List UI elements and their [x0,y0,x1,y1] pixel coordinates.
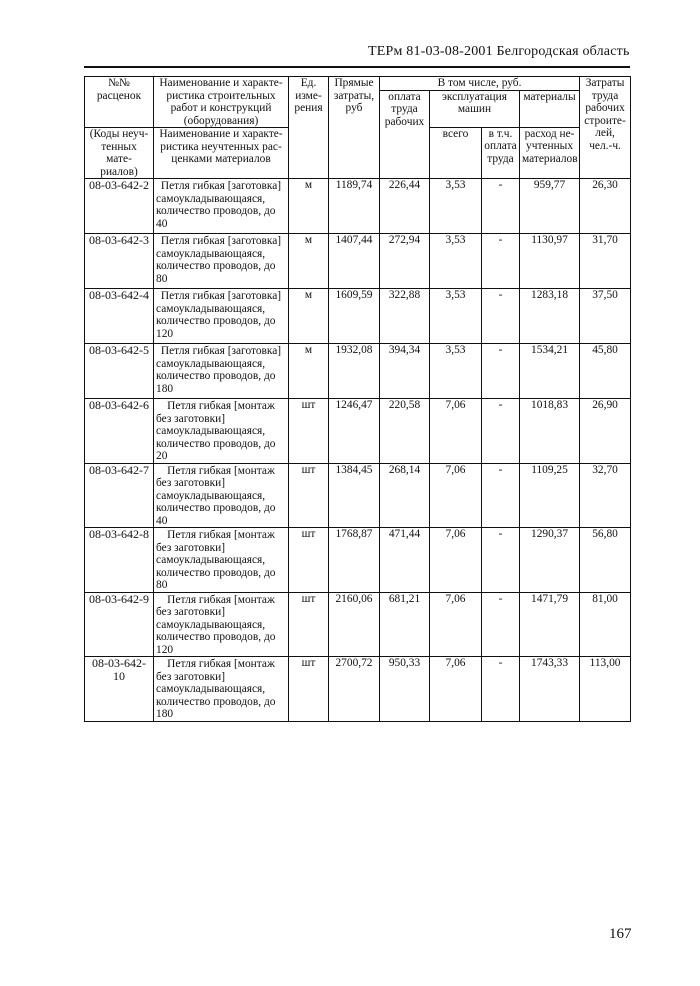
table-row [85,289,631,344]
cell-name-rest: без заготовки] самоукладывающаяся, количество проводов, до 120 [156,606,276,656]
cell-machines-total: 3,53 [430,344,482,399]
header-labor-line: строите- [584,114,626,127]
page-number: 167 [609,926,632,942]
cell-name-rest: без заготовки] самоукладывающаяся, количество проводов, до 20 [156,412,276,462]
cell-machines-wage: - [482,657,520,722]
cell-machines-total: 7,06 [430,463,482,528]
cell-machines-total: 3,53 [430,179,482,234]
header-machines-line: машин [457,103,492,115]
cell-code: 08-03-642-3 [85,234,154,289]
cell-machines-total: 7,06 [430,657,482,722]
cell-wage: 471,44 [380,528,430,593]
document-header: ТЕРм 81-03-08-2001 Белгородская область [368,44,630,59]
cell-name-rest: без заготовки] самоукладывающаяся, количество проводов, до 80 [156,541,276,591]
cell-unit: м [289,179,329,234]
header-code-alt [85,128,154,179]
header-name-alt-line: ристика неучтенных рас- [160,140,282,153]
cell-materials: 1018,83 [520,399,580,464]
cell-name-first-line: Петля гибкая [заготовка] [160,290,282,302]
header-direct-costs [329,77,380,179]
cell-labor: 113,00 [580,657,631,722]
cell-unit: шт [289,657,329,722]
cell-wage: 322,88 [380,289,430,344]
cell-machines-wage: - [482,289,520,344]
table-row [85,463,631,528]
header-code-alt-line: риалов) [100,165,138,178]
cell-name-first-line: Петля гибкая [монтаж [167,593,275,606]
cell-machines-wage: - [482,463,520,528]
cell-direct-costs: 1407,44 [329,234,380,289]
header-name-line: Наименование и характе- [159,77,283,89]
cell-labor: 37,50 [580,289,631,344]
cell-labor: 26,90 [580,399,631,464]
header-labor-line: рабочих [585,102,625,114]
header-name-line: (оборудования) [183,114,259,127]
header-labor-line: чел.-ч. [589,139,621,152]
cell-unit: м [289,289,329,344]
cell-machines-wage: - [482,592,520,657]
header-machines-wage [482,128,520,179]
header-labor-line: Затраты [585,77,625,89]
cell-name-first-line: Петля гибкая [заготовка] [160,180,282,192]
cell-machines-wage: - [482,399,520,464]
cell-unit: м [289,344,329,399]
header-materials-alt [520,128,580,179]
cell-labor: 45,80 [580,344,631,399]
cell-name [154,592,289,657]
header-machines-wage-line: труда [487,152,514,165]
cell-unit: шт [289,463,329,528]
table-header [85,77,631,179]
header-materials-alt-line: учтенных [526,140,574,152]
table-row [85,657,631,722]
cell-name-first-line: Петля гибкая [заготовка] [160,345,282,357]
cell-name [154,179,289,234]
cell-name [154,344,289,399]
cell-wage: 272,94 [380,234,430,289]
header-unit [289,77,329,179]
cell-labor: 26,30 [580,179,631,234]
cell-direct-costs: 1384,45 [329,463,380,528]
cell-name-rest: самоукладывающаяся, количество проводов, до 120 [156,302,276,340]
header-code [85,77,154,128]
cell-code: 08-03-642-2 [85,179,154,234]
header-name-alt-line: ценками материалов [171,153,271,165]
header-machines-wage-line: оплата [484,140,517,152]
cell-direct-costs: 1609,59 [329,289,380,344]
header-name-alt [154,128,289,179]
cell-materials: 1290,37 [520,528,580,593]
cell-direct-costs: 1932,08 [329,344,380,399]
cell-materials: 1471,79 [520,592,580,657]
cell-direct-costs: 2700,72 [329,657,380,722]
header-machines [430,90,520,127]
header-code-alt-line: (Коды неуч- [89,128,149,140]
cell-code: 08-03-642-6 [85,399,154,464]
cell-name-first-line: Петля гибкая [монтаж [167,464,275,477]
header-name [154,77,289,128]
cell-name-rest: самоукладывающаяся, количество проводов, до 80 [156,247,276,285]
cell-unit: м [289,234,329,289]
cell-wage: 226,44 [380,179,430,234]
cell-materials: 959,77 [520,179,580,234]
header-wage-line: рабочих [384,115,425,128]
cell-code: 08-03-642-9 [85,592,154,657]
cell-code: 08-03-642-8 [85,528,154,593]
header-including: В том числе, руб. [380,77,580,91]
cell-labor: 31,70 [580,234,631,289]
cell-name [154,528,289,593]
cell-name-rest: без заготовки] самоукладывающаяся, количество проводов, до 40 [156,477,276,527]
header-direct-line: Прямые [334,77,374,89]
cell-materials: 1130,97 [520,234,580,289]
cell-name-rest: самоукладывающаяся, количество проводов, до 180 [156,357,276,395]
header-direct-line: руб [345,102,363,114]
header-name-line: ристика строительных [166,89,276,102]
header-code-line: расценок [96,89,142,102]
table-row [85,234,631,289]
header-labor-line: лей, [595,127,615,139]
header-wage-line: оплата [388,90,421,103]
cell-wage: 268,14 [380,463,430,528]
table-row [85,592,631,657]
table-row [85,344,631,399]
cell-unit: шт [289,528,329,593]
header-direct-line: затраты, [333,89,375,102]
cell-wage: 950,33 [380,657,430,722]
cell-labor: 81,00 [580,592,631,657]
cell-name [154,657,289,722]
cell-direct-costs: 1189,74 [329,179,380,234]
header-name-alt-line: Наименование и характе- [159,128,283,140]
cell-machines-wage: - [482,528,520,593]
cell-machines-total: 3,53 [430,289,482,344]
cell-name-first-line: Петля гибкая [заготовка] [160,235,282,247]
header-unit-line: рения [294,102,323,114]
header-rule [84,66,630,68]
cell-materials: 1534,21 [520,344,580,399]
table-body [85,179,631,722]
cell-materials: 1109,25 [520,463,580,528]
header-machines-total-label: всего [430,128,482,179]
cell-machines-wage: - [482,344,520,399]
cell-machines-wage: - [482,179,520,234]
header-materials-alt-line: материалов [522,152,578,165]
header-labor [580,77,631,179]
cell-name-first-line: Петля гибкая [монтаж [167,658,275,670]
cell-machines-wage: - [482,234,520,289]
cell-name-first-line: Петля гибкая [монтаж [167,400,275,412]
cell-name-first-line: Петля гибкая [монтаж [167,529,275,541]
cell-machines-total: 7,06 [430,399,482,464]
cell-labor: 32,70 [580,463,631,528]
cell-machines-total: 3,53 [430,234,482,289]
cell-name-rest: самоукладывающаяся, количество проводов, до 40 [156,192,276,230]
cell-materials: 1283,18 [520,289,580,344]
header-machines-wage-line: в т.ч. [488,127,513,140]
cell-unit: шт [289,592,329,657]
table-row [85,399,631,464]
price-table [84,76,631,722]
cell-code: 08-03-642-10 [85,657,154,722]
cell-direct-costs: 2160,06 [329,592,380,657]
cell-wage: 681,21 [380,592,430,657]
header-wage [380,90,430,179]
cell-code: 08-03-642-5 [85,344,154,399]
cell-code: 08-03-642-4 [85,289,154,344]
table-row [85,528,631,593]
cell-code: 08-03-642-7 [85,463,154,528]
header-materials-alt-line: расход не- [524,127,575,140]
cell-name [154,289,289,344]
cell-labor: 56,80 [580,528,631,593]
header-wage-line: труда [391,103,418,115]
cell-wage: 220,58 [380,399,430,464]
header-machines-line: эксплуатация [442,90,507,103]
cell-wage: 394,34 [380,344,430,399]
cell-unit: шт [289,399,329,464]
header-unit-line: изме- [295,89,322,102]
header-labor-line: труда [591,89,619,102]
cell-machines-total: 7,06 [430,592,482,657]
header-name-line: работ и конструкций [170,102,272,114]
cell-name-rest: без заготовки] самоукладывающаяся, количество проводов, до 180 [156,670,276,720]
header-unit-line: Ед. [300,77,317,89]
cell-machines-total: 7,06 [430,528,482,593]
table-row [85,179,631,234]
cell-name [154,463,289,528]
cell-materials: 1743,33 [520,657,580,722]
header-code-alt-line: тенных мате- [101,140,137,165]
cell-direct-costs: 1768,87 [329,528,380,593]
cell-direct-costs: 1246,47 [329,399,380,464]
header-materials: материалы [520,90,580,127]
header-code-line: №№ [108,77,130,89]
cell-name [154,399,289,464]
cell-name [154,234,289,289]
